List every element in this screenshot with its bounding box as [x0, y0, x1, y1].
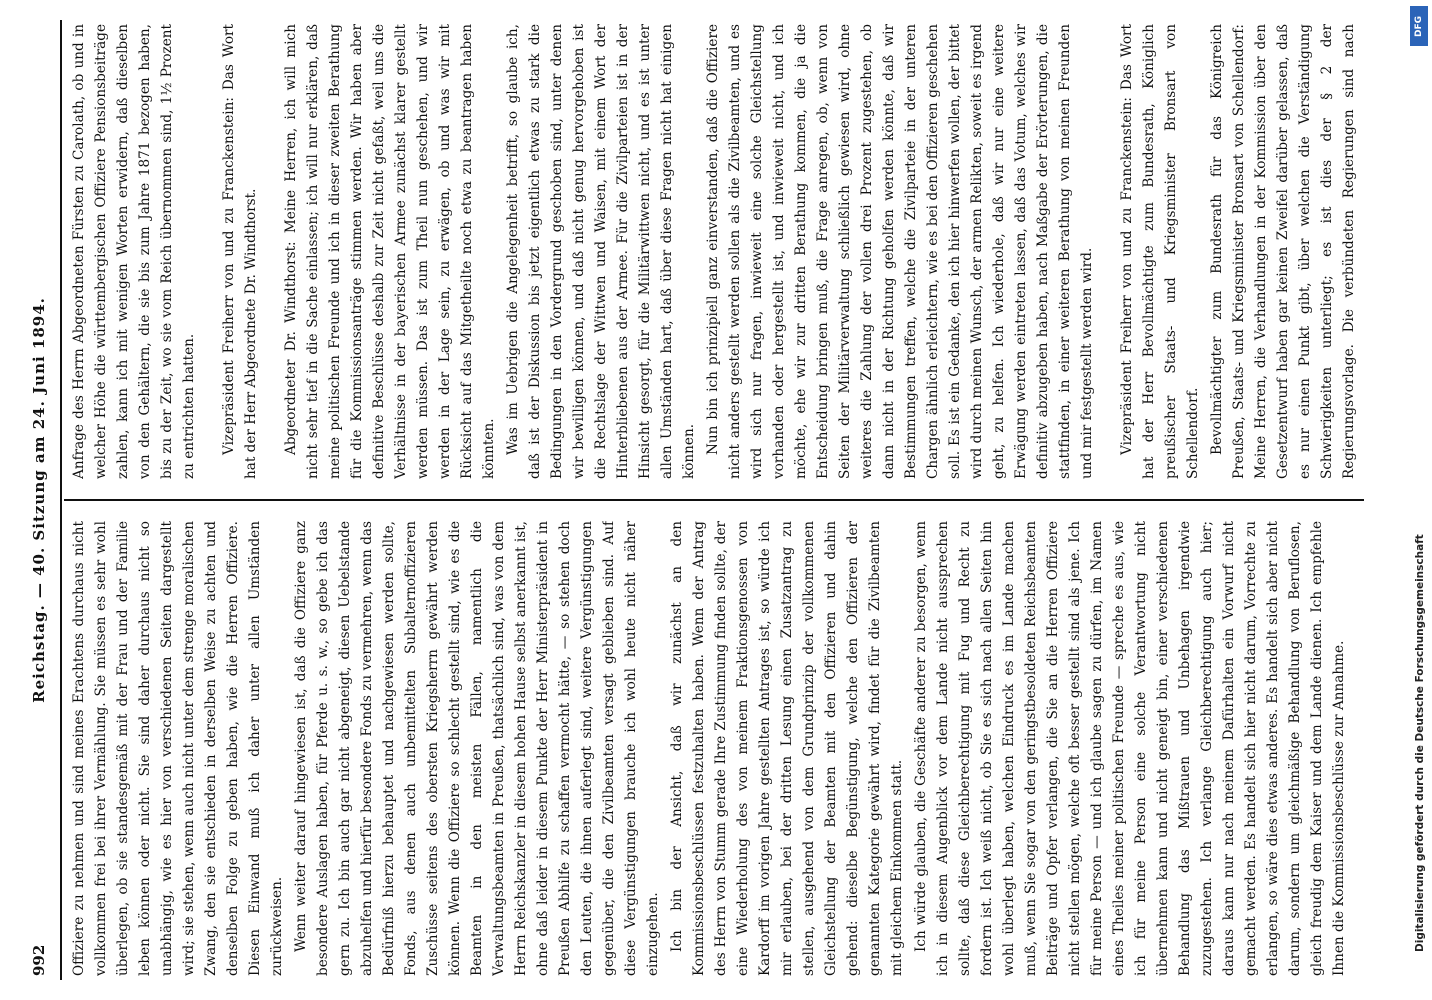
page-number: 992: [30, 944, 48, 976]
paragraph: Ich bin der Ansicht, daß wir zunächst an den Kommissionsbeschlüssen festzuhalten haben. Wenn der Antrag des Herrn von Stumm gerade Ihre Zustimmung finden sollte, der eine Wiederholung des von meinem Fraktionsgenossen von Kardorff im vorigen Jahre gestellten Antrages ist, so würde ich mir erlauben, bei der dritten Lesung einen Zusatzantrag zu stellen, ausgehend von dem Grundprinzip der vollkommenen Gleichstellung der Beamten mit den Offizieren und dahin gehend: dieselbe Begünstigung, welche den Offizieren der genannten Kategorie gewährt wird, findet für die Zivilbeamten mit gleichem Einkommen statt.: [669, 521, 905, 976]
page-title: Reichstag. — 40. Sitzung am 24. Juni 1894.: [30, 297, 48, 703]
paragraph: Was im Uebrigen die Angelegenheit betrifft, so glaube ich, daß ist der Diskussion bis jetzt eigentlich etwas zu stark die Bedingungen in den Vordergrund geschoben sind, unter denen wir bewilligen können, und daß nicht genug hervorgehoben ist die Rechtslage der Wittwen und Waisen, mit einem Wort der Hinterbliebenen aus der Armee. Für die Zivilparteien ist in der Hinsicht gesorgt, für die Militärwittwen nicht, und es ist unter allen Umständen hart, daß über diese Fragen nicht hat einigen können.: [505, 24, 697, 479]
left-column: [68, 521, 1358, 976]
column-divider: [64, 499, 1364, 501]
speaker-paragraph: Vizepräsident Freiherr von und zu Franckenstein: Das Wort hat der Herr Bevollmächtigte zum Bundesrath, Königlich preußischer Staats- und Kriegsminister Bronsart von Schellendorf.: [1119, 24, 1201, 479]
paragraph: Offiziere zu nehmen und sind meines Erachtens durchaus nicht vollkommen frei bei ihrer Vermählung. Sie müssen es sehr wohl überlegen, ob sie standesgemäß mit der Frau und der Familie leben können oder nicht. Sie sind daher durchaus nicht so unabhängig, wie es hier von verschiedenen Seiten dargestellt wird; sie stehen, wenn auch nicht unter dem strenge moralischen Zwang, den sie entschieden in derselben Weise zu achten und denselben Folge zu geben haben, wie die Herren Offiziere. Diesen Einwand muß ich daher unter allen Umständen zurückweisen.: [71, 521, 285, 976]
header-rule: [60, 20, 62, 980]
right-column: [68, 24, 1358, 479]
dfg-logo: DFG: [1410, 6, 1428, 46]
paragraph: Ich würde glauben, die Geschäfte anderer zu besorgen, wenn ich in diesem Augenblick vor dem Lande nicht aussprechen sollte, daß diese Gleichberechtigung mit Fug und Recht zu fordern ist. Ich weiß nicht, ob Sie es sich nach allen Seiten hin wohl überlegt haben, welchen Eindruck es im Lande machen muß, wenn Sie sogar von den geringstbesoldeten Reichsbeamten Beiträge und Opfer verlangen, die Sie an die Herren Offiziere nicht stellen mögen, welche oft besser gestellt sind als jene. Ich für meine Person — und ich glaube sagen zu dürfen, im Namen eines Theiles meiner politischen Freunde — spreche es aus, wie ich für meine Person eine solche Verantwortung nicht übernehmen kann und nicht geneigt bin, einer verschiedenen Behandlung das Mißtrauen und Unbehagen irgendwie zuzugestehen. Ich verlange Gleichberechtigung auch hier; daraus kann nur nach meinem Dafürhalten ein Vorwurf nicht gemacht werden. Es handelt sich hier nicht darum, Vorrechte zu erlangen, so wäre dies etwas anderes. Es handelt sich aber nicht darum, sondern um gleichmäßige Behandlung von Beruflosen, gleich freudig dem Kaiser und dem Lande dienen. Ich empfehle Ihnen die Kommissionsbeschlüsse zur Annahme.: [913, 521, 1347, 976]
speaker-paragraph: Abgeordneter Dr. Windthorst: Meine Herren, ich will mich nicht sehr tief in die Sache einlassen; ich will nur erklären, daß meine politischen Freunde und ich in dieser zweiten Berathung für die Kommissionsanträge stimmen werden. Wir haben aber definitive Beschlüsse deshalb zur Zeit nicht gefaßt, weil uns die Verhältnisse in der bayerischen Armee zunächst klarer gestellt werden müssen. Das ist zum Theil nun geschehen, und wir werden in der Lage sein, zu erwägen, ob und was wir mit Rücksicht auf das Mitgetheilte noch etwa zu beantragen haben könnten.: [283, 24, 497, 479]
paragraph: Anfrage des Herrn Abgeordneten Fürsten zu Carolath, ob und in welcher Höhe die württembergischen Offiziere Pensionsbeiträge zahlen, kann ich mit wenigen Worten erwidern, daß dieselben von den Gehältern, die sie bis zum Jahre 1871 bezogen haben, bis zu der Zeit, wo sie vom Reich übernommen sind, 1½ Prozent zu entrichten hatten.: [71, 24, 197, 479]
paragraph: Nun bin ich prinzipiell ganz einverstanden, daß die Offiziere nicht anders gestellt werden sollen als die Zivilbeamten, und es wird sich nur fragen, inwieweit eine solche Gleichstellung vorhanden oder hergestellt ist, und inwieweit nicht, und ich möchte, ehe wir zur dritten Berathung kommen, die ja die Entscheidung bringen muß, die Frage anregen, ob, wenn von Seiten der Militärverwaltung schließlich gewiesen wird, ohne weiteres die Zahlung der vollen drei Prozent zugestehen, ob dann nicht in der Richtung geholfen werden könnte, daß wir Bestimmungen treffen, welche die Zivilparteie in der unteren Chargen ähnlich erleichtern, wie es bei den Offizieren geschehen soll. Es ist ein Gedanke, den ich hier hinwerfen wollen, der bittet wird durch meinen Wunsch, der armen Relikten, soweit es irgend geht, zu helfen. Ich wiederhole, daß wir nur eine weitere Erwägung werden eintreten lassen, daß das Votum, welches wir definitiv abzugeben haben, nach Maßgabe der Erörterungen, die stattfinden, in einer weiteren Berathung von meinen Freunden und mir festgestellt werden wird.: [705, 24, 1095, 479]
speaker-paragraph: Vizepräsident Freiherr von und zu Franckenstein: Das Wort hat der Herr Abgeordnete Dr. Windthorst.: [221, 24, 259, 479]
speaker-paragraph: Bevollmächtigter zum Bundesrath für das Königreich Preußen, Staats- und Kriegsminister Bronsart von Schellendorf: Meine Herren, die Verhandlungen in der Kommission über den Gesetzentwurf haben gar keinen Zweifel darüber gelassen, daß es nur einen Punkt gibt, über welchen die Verständigung Schwierigkeiten unterliegt; es ist dies der § 2 der Regierungsvorlage. Die verbündeten Regierungen sind nach: [1209, 24, 1357, 479]
paragraph: Wenn weiter darauf hingewiesen ist, daß die Offiziere ganz besondere Auslagen haben, für Pferde u. s. w., so gebe ich das gern zu. Ich bin auch gar nicht abgeneigt, diesen Uebelstande abzuhelfen und hierfür besondere Fonds zu vermehren, wenn das Bedürfniß hierzu behauptet und nachgewiesen werden sollte, Fonds, aus denen auch unbemittelten Subalternoffizieren Zuschüsse seitens des obersten Kriegsherrn gewährt werden können. Wenn die Offiziere so schlecht gestellt sind, wie es die Beamten in den meisten Fällen, namentlich die Verwaltungsbeamten in Preußen, thatsächlich sind, was von dem Herrn Reichskanzler in diesem hohen Hause selbst anerkannt ist, ohne daß leider in diesem Punkte der Herr Ministerpräsident in Preußen Abhilfe zu schaffen vermocht hätte, — so stehen doch den Leuten, die ihnen auferlegt sind, weitere Vergünstigungen gegenüber, die den Zivilbeamten versagt geblieben sind. Auf diese Vergünstigungen brauche ich wohl heute nicht näher einzugehen.: [293, 521, 661, 976]
digitization-credit: Digitalisierung gefördert durch die Deutsche Forschungsgemeinschaft: [1414, 534, 1426, 952]
applause-note: [1356, 521, 1358, 976]
page-header: [30, 0, 54, 1000]
